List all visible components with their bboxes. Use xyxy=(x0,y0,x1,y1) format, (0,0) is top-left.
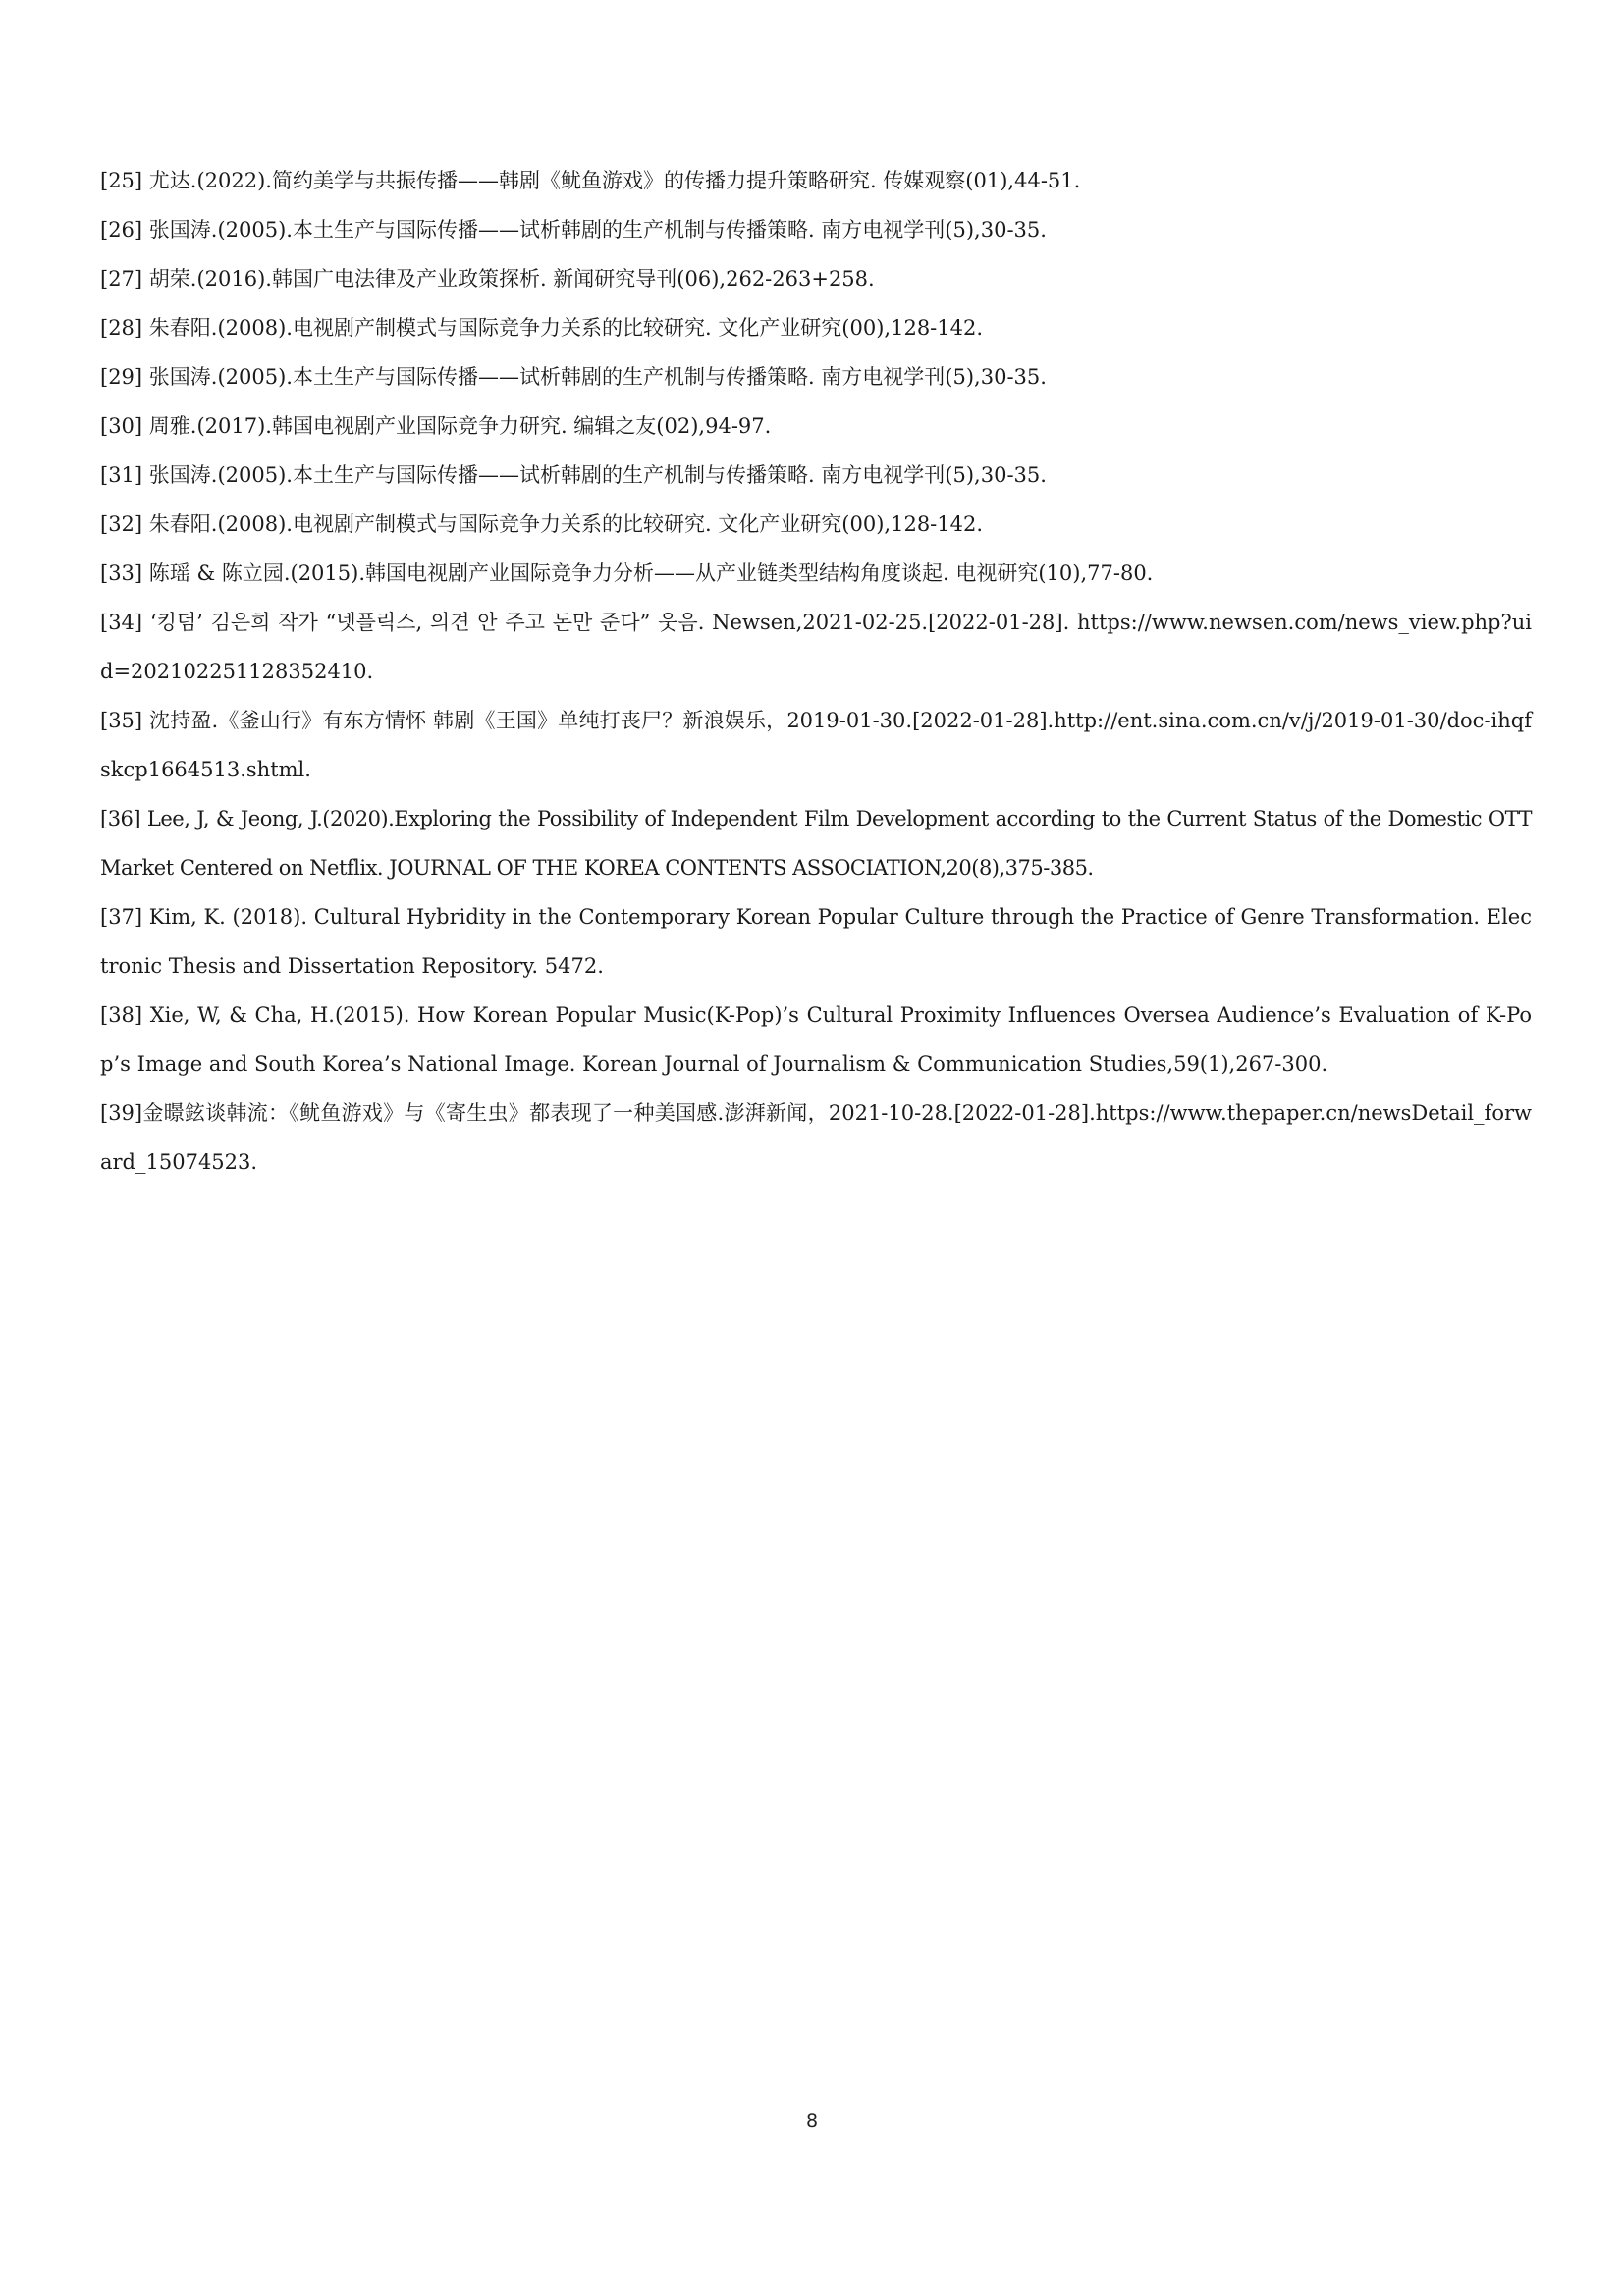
page-number: 8 xyxy=(805,2110,819,2132)
reference-item-31: [31] 张国涛.(2005).本土生产与国际传播——试析韩剧的生产机制与传播策略. 南方电视学刊(5),30-35. xyxy=(100,463,1047,487)
reference-item-37: [37] Kim, K. (2018). Cultural Hybridity in the Contemporary Korean Popular Culture through the Practice of Genre Transformation. Electronic Thesis and Dissertation Repository. 5472. xyxy=(100,905,1532,978)
reference-item-27: [27] 胡荣.(2016).韩国广电法律及产业政策探析. 新闻研究导刊(06),262-263+258. xyxy=(100,267,875,291)
reference-item-36: [36] Lee, J, & Jeong, J.(2020).Exploring the Possibility of Independent Film Development according to the Current Status of the Domestic OTT Market Centered on Netflix. JOURNAL OF THE KOREA CONTENTS ASSOCIATION,20(8),375-385. xyxy=(100,807,1532,880)
reference-list xyxy=(100,156,1532,1187)
reference-item-25: [25] 尤达.(2022).简约美学与共振传播——韩剧《鱿鱼游戏》的传播力提升策略研究. 传媒观察(01),44-51. xyxy=(100,169,1081,192)
reference-item-26: [26] 张国涛.(2005).本土生产与国际传播——试析韩剧的生产机制与传播策略. 南方电视学刊(5),30-35. xyxy=(100,218,1047,241)
reference-item-35: [35] 沈持盈.《釜山行》有东方情怀 韩剧《王国》单纯打丧尸？新浪娱乐，2019-01-30.[2022-01-28].http://ent.sina.com.cn/v/j/2019-01-30/doc-ihqfskcp1664513.shtml. xyxy=(100,709,1532,781)
reference-item-33: [33] 陈瑶 & 陈立园.(2015).韩国电视剧产业国际竞争力分析——从产业链类型结构角度谈起. 电视研究(10),77-80. xyxy=(100,561,1154,585)
reference-item-34: [34] ‘킹덤’ 김은희 작가 “넷플릭스, 의견 안 주고 돈만 준다” 웃음. Newsen,2021-02-25.[2022-01-28]. https://www.newsen.com/news_view.php?uid=202102251128352410. xyxy=(100,611,1532,683)
reference-item-29: [29] 张国涛.(2005).本土生产与国际传播——试析韩剧的生产机制与传播策略. 南方电视学刊(5),30-35. xyxy=(100,365,1047,389)
reference-item-39: [39]金暻鉉谈韩流：《鱿鱼游戏》与《寄生虫》都表现了一种美国感.澎湃新闻，2021-10-28.[2022-01-28].https://www.thepaper.cn/newsDetail_forward_15074523. xyxy=(100,1101,1532,1174)
reference-item-30: [30] 周雅.(2017).韩国电视剧产业国际竞争力研究. 编辑之友(02),94-97. xyxy=(100,414,772,438)
reference-item-38: [38] Xie, W, & Cha, H.(2015). How Korean Popular Music(K-Pop)’s Cultural Proximity Influences Oversea Audience’s Evaluation of K-Pop’s Image and South Korea’s National Image. Korean Journal of Journalism & Communication Studies,59(1),267-300. xyxy=(100,1003,1532,1076)
reference-item-32: [32] 朱春阳.(2008).电视剧产制模式与国际竞争力关系的比较研究. 文化产业研究(00),128-142. xyxy=(100,512,984,536)
reference-item-28: [28] 朱春阳.(2008).电视剧产制模式与国际竞争力关系的比较研究. 文化产业研究(00),128-142. xyxy=(100,316,984,340)
